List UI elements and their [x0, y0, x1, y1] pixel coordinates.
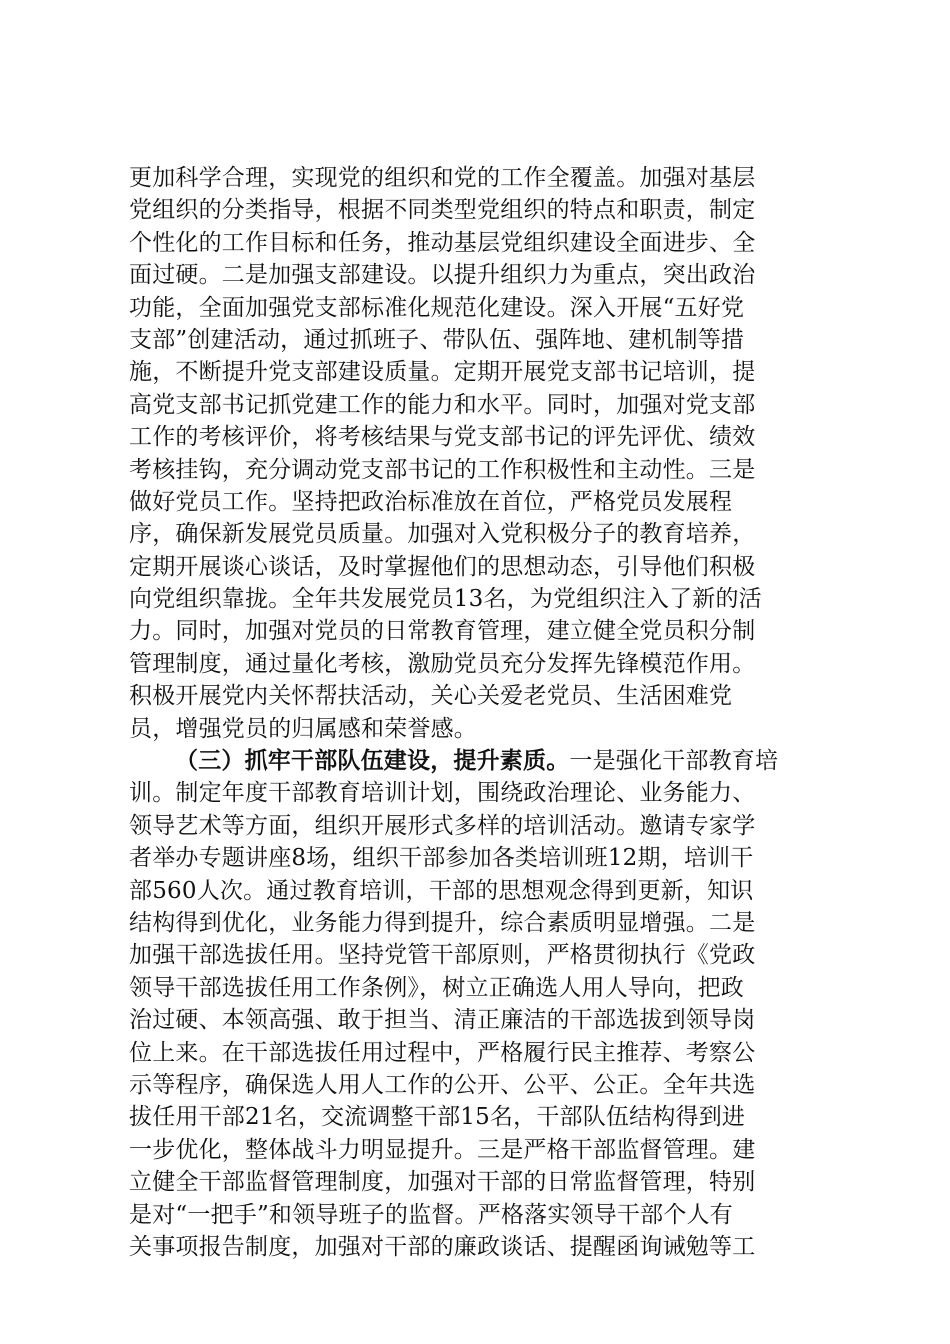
text-line: 个性化的工作目标和任务，推动基层党组织建设全面进步、全: [129, 229, 756, 256]
text-line: 高党支部书记抓党建工作的能力和水平。同时，加强对党支部: [129, 391, 756, 418]
text-line: 向党组织靠拢。全年共发展党员13名，为党组织注入了新的活: [129, 586, 762, 613]
text-line: 立健全干部监督管理制度，加强对干部的日常监督管理，特别: [129, 1169, 756, 1196]
text-line: 位上来。在干部选拔任用过程中，严格履行民主推荐、考察公: [129, 1039, 756, 1066]
text-line: 结构得到优化，业务能力得到提升，综合素质明显增强。二是: [129, 909, 756, 936]
text-line: 关事项报告制度，加强对干部的廉政谈话、提醒函询诫勉等工: [129, 1233, 756, 1260]
section-first-line-text: 一是强化干部教育培: [569, 748, 779, 775]
text-line: 施，不断提升党支部建设质量。定期开展党支部书记培训，提: [129, 359, 756, 386]
text-line: 员，增强党员的归属感和荣誉感。: [129, 715, 477, 742]
text-line: 者举办专题讲座8场，组织干部参加各类培训班12期，培训干: [129, 845, 754, 872]
text-line: 定期开展谈心谈话，及时掌握他们的思想动态，引导他们积极: [129, 553, 756, 580]
text-line: 示等程序，确保选人用人工作的公开、公平、公正。全年共选: [129, 1071, 756, 1098]
text-line: 工作的考核评价，将考核结果与党支部书记的评先评优、绩效: [129, 424, 756, 451]
text-line: 支部”创建活动，通过抓班子、带队伍、强阵地、建机制等措: [129, 326, 745, 353]
text-line: 治过硬、本领高强、敢于担当、清正廉洁的干部选拔到领导岗: [129, 1007, 756, 1034]
text-line: 加强干部选拔任用。坚持党管干部原则，严格贯彻执行《党政: [129, 942, 756, 969]
text-line: 拔任用干部21名，交流调整干部15名，干部队伍结构得到进: [129, 1104, 746, 1131]
body-text: [129, 162, 829, 1263]
text-line: 领导艺术等方面，组织开展形式多样的培训活动。邀请专家学: [129, 812, 756, 839]
section-heading: （三）抓牢干部队伍建设，提升素质。: [175, 747, 570, 775]
text-line: 做好党员工作。坚持把政治标准放在首位，严格党员发展程: [129, 488, 733, 515]
text-line: 是对“一把手”和领导班子的监督。严格落实领导干部个人有: [129, 1201, 733, 1228]
text-line: 序，确保新发展党员质量。加强对入党积极分子的教育培养，: [129, 521, 756, 548]
text-line: 面过硬。二是加强支部建设。以提升组织力为重点，突出政治: [129, 262, 756, 289]
text-line: 考核挂钩，充分调动党支部书记的工作积极性和主动性。三是: [129, 456, 756, 483]
text-line: 训。制定年度干部教育培训计划，围绕政治理论、业务能力、: [129, 780, 756, 807]
text-line: 党组织的分类指导，根据不同类型党组织的特点和职责，制定: [129, 197, 756, 224]
text-line: 积极开展党内关怀帮扶活动，关心关爱老党员、生活困难党: [129, 683, 733, 710]
text-line: 领导干部选拔任用工作条例》，树立正确选人用人导向，把政: [129, 974, 744, 1001]
text-line: 一步优化，整体战斗力明显提升。三是严格干部监督管理。建: [129, 1136, 756, 1163]
text-line: 管理制度，通过量化考核，激励党员充分发挥先锋模范作用。: [129, 650, 756, 677]
section-first-line: [129, 745, 829, 777]
text-line: 更加科学合理，实现党的组织和党的工作全覆盖。加强对基层: [129, 165, 756, 191]
text-line: 部560人次。通过教育培训，干部的思想观念得到更新，知识: [129, 877, 754, 904]
text-line: 力。同时，加强对党员的日常教育管理，建立健全党员积分制: [129, 618, 756, 645]
text-line: 功能，全面加强党支部标准化规范化建设。深入开展“五好党: [129, 294, 745, 321]
